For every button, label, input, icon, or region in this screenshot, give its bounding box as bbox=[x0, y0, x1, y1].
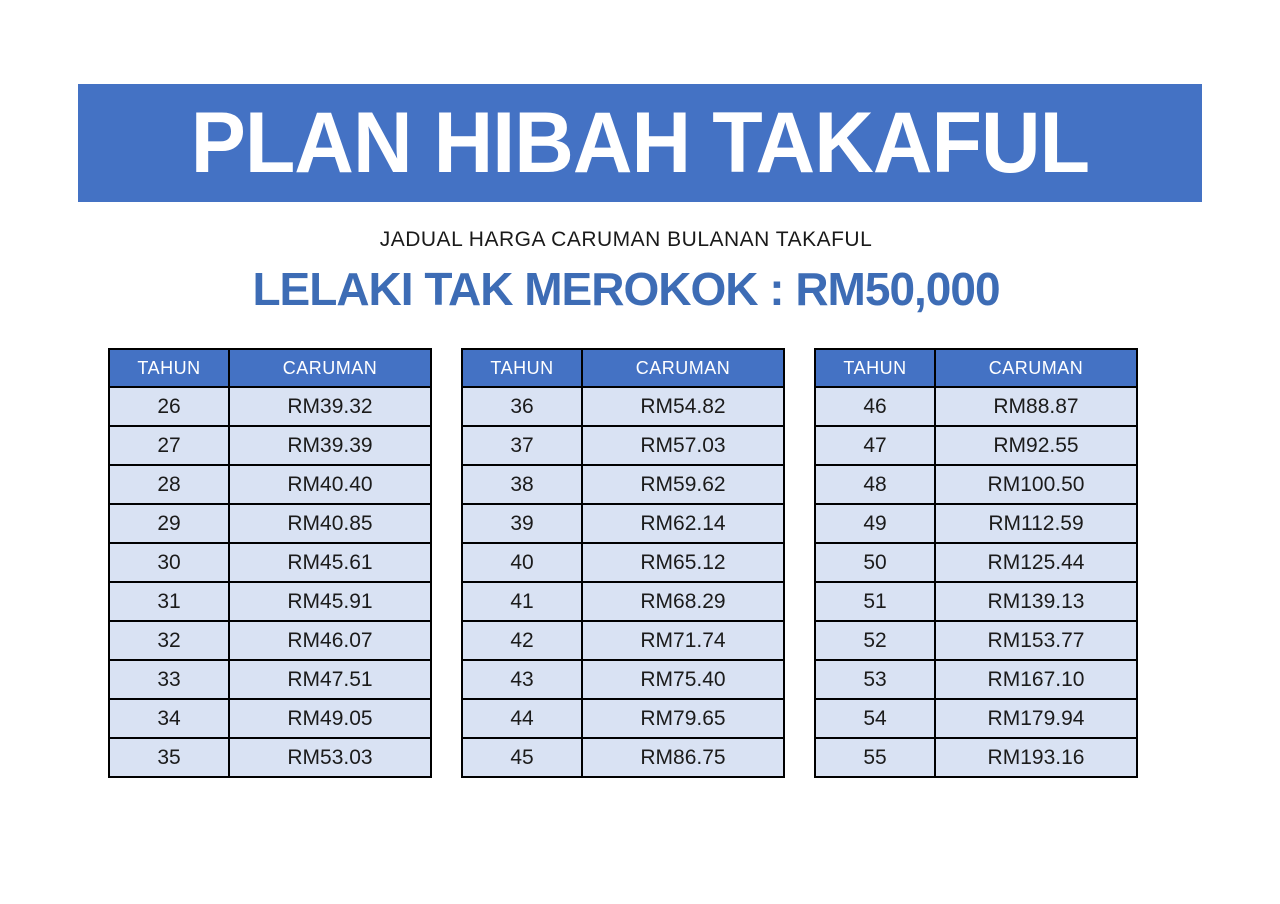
caruman-cell: RM92.55 bbox=[935, 426, 1137, 465]
table-row bbox=[815, 699, 1137, 738]
table-row bbox=[109, 621, 431, 660]
tahun-cell: 31 bbox=[109, 582, 229, 621]
tahun-cell: 39 bbox=[462, 504, 582, 543]
table-header-cell-caruman: CARUMAN bbox=[229, 349, 431, 387]
table-row bbox=[109, 387, 431, 426]
caruman-cell: RM40.40 bbox=[229, 465, 431, 504]
table-row bbox=[815, 387, 1137, 426]
tables-row bbox=[108, 348, 1138, 778]
caruman-cell: RM167.10 bbox=[935, 660, 1137, 699]
table-row bbox=[815, 465, 1137, 504]
table-header-row bbox=[462, 349, 784, 387]
caruman-cell: RM68.29 bbox=[582, 582, 784, 621]
caruman-cell: RM75.40 bbox=[582, 660, 784, 699]
tahun-cell: 54 bbox=[815, 699, 935, 738]
caruman-cell: RM46.07 bbox=[229, 621, 431, 660]
tahun-cell: 48 bbox=[815, 465, 935, 504]
tahun-cell: 28 bbox=[109, 465, 229, 504]
banner-title: PLAN HIBAH TAKAFUL bbox=[190, 94, 1090, 191]
caruman-cell: RM39.39 bbox=[229, 426, 431, 465]
tahun-cell: 30 bbox=[109, 543, 229, 582]
table-row bbox=[815, 621, 1137, 660]
table-row bbox=[462, 699, 784, 738]
tahun-cell: 40 bbox=[462, 543, 582, 582]
tahun-cell: 50 bbox=[815, 543, 935, 582]
caruman-cell: RM139.13 bbox=[935, 582, 1137, 621]
table-row bbox=[462, 582, 784, 621]
tahun-cell: 38 bbox=[462, 465, 582, 504]
caruman-cell: RM45.91 bbox=[229, 582, 431, 621]
tahun-cell: 52 bbox=[815, 621, 935, 660]
table-header-cell-tahun: TAHUN bbox=[109, 349, 229, 387]
caruman-cell: RM62.14 bbox=[582, 504, 784, 543]
table-header-row bbox=[109, 349, 431, 387]
table-row bbox=[109, 504, 431, 543]
caruman-cell: RM86.75 bbox=[582, 738, 784, 777]
tahun-cell: 29 bbox=[109, 504, 229, 543]
caruman-cell: RM100.50 bbox=[935, 465, 1137, 504]
tahun-cell: 37 bbox=[462, 426, 582, 465]
plan-title: LELAKI TAK MEROKOK : RM50,000 bbox=[252, 263, 1000, 315]
caruman-cell: RM179.94 bbox=[935, 699, 1137, 738]
table-row bbox=[462, 660, 784, 699]
table-row bbox=[462, 543, 784, 582]
caruman-cell: RM54.82 bbox=[582, 387, 784, 426]
tahun-cell: 44 bbox=[462, 699, 582, 738]
tahun-cell: 53 bbox=[815, 660, 935, 699]
table-row bbox=[109, 426, 431, 465]
table-row bbox=[462, 738, 784, 777]
table-row bbox=[109, 582, 431, 621]
caruman-cell: RM39.32 bbox=[229, 387, 431, 426]
table-row bbox=[815, 660, 1137, 699]
premium-table-age-36-45 bbox=[461, 348, 785, 778]
caruman-cell: RM71.74 bbox=[582, 621, 784, 660]
caruman-cell: RM125.44 bbox=[935, 543, 1137, 582]
table-row bbox=[109, 699, 431, 738]
table-header-cell-caruman: CARUMAN bbox=[582, 349, 784, 387]
tahun-cell: 26 bbox=[109, 387, 229, 426]
premium-table-age-26-35 bbox=[108, 348, 432, 778]
table-row bbox=[109, 465, 431, 504]
caruman-cell: RM47.51 bbox=[229, 660, 431, 699]
caruman-cell: RM53.03 bbox=[229, 738, 431, 777]
table-row bbox=[109, 543, 431, 582]
tahun-cell: 27 bbox=[109, 426, 229, 465]
caruman-cell: RM88.87 bbox=[935, 387, 1137, 426]
table-header-cell-tahun: TAHUN bbox=[815, 349, 935, 387]
table-header-cell-tahun: TAHUN bbox=[462, 349, 582, 387]
caruman-cell: RM79.65 bbox=[582, 699, 784, 738]
tahun-cell: 47 bbox=[815, 426, 935, 465]
tahun-cell: 45 bbox=[462, 738, 582, 777]
tahun-cell: 36 bbox=[462, 387, 582, 426]
caruman-cell: RM49.05 bbox=[229, 699, 431, 738]
tahun-cell: 34 bbox=[109, 699, 229, 738]
subtitle: JADUAL HARGA CARUMAN BULANAN TAKAFUL bbox=[379, 228, 873, 251]
premium-table-age-46-55 bbox=[814, 348, 1138, 778]
caruman-cell: RM59.62 bbox=[582, 465, 784, 504]
tahun-cell: 32 bbox=[109, 621, 229, 660]
tahun-cell: 49 bbox=[815, 504, 935, 543]
table-row bbox=[109, 738, 431, 777]
table-row bbox=[462, 504, 784, 543]
caruman-cell: RM193.16 bbox=[935, 738, 1137, 777]
tahun-cell: 33 bbox=[109, 660, 229, 699]
table-row bbox=[462, 621, 784, 660]
table-row bbox=[815, 738, 1137, 777]
tahun-cell: 41 bbox=[462, 582, 582, 621]
table-row bbox=[462, 387, 784, 426]
tahun-cell: 42 bbox=[462, 621, 582, 660]
banner bbox=[78, 84, 1202, 202]
tahun-cell: 55 bbox=[815, 738, 935, 777]
caruman-cell: RM57.03 bbox=[582, 426, 784, 465]
table-row bbox=[109, 660, 431, 699]
tahun-cell: 46 bbox=[815, 387, 935, 426]
table-row bbox=[462, 426, 784, 465]
table-row bbox=[462, 465, 784, 504]
caruman-cell: RM65.12 bbox=[582, 543, 784, 582]
table-header-row bbox=[815, 349, 1137, 387]
table-header-cell-caruman: CARUMAN bbox=[935, 349, 1137, 387]
table-row bbox=[815, 582, 1137, 621]
caruman-cell: RM40.85 bbox=[229, 504, 431, 543]
table-row bbox=[815, 543, 1137, 582]
caruman-cell: RM112.59 bbox=[935, 504, 1137, 543]
tahun-cell: 43 bbox=[462, 660, 582, 699]
table-row bbox=[815, 426, 1137, 465]
tahun-cell: 51 bbox=[815, 582, 935, 621]
table-row bbox=[815, 504, 1137, 543]
caruman-cell: RM153.77 bbox=[935, 621, 1137, 660]
caruman-cell: RM45.61 bbox=[229, 543, 431, 582]
tahun-cell: 35 bbox=[109, 738, 229, 777]
